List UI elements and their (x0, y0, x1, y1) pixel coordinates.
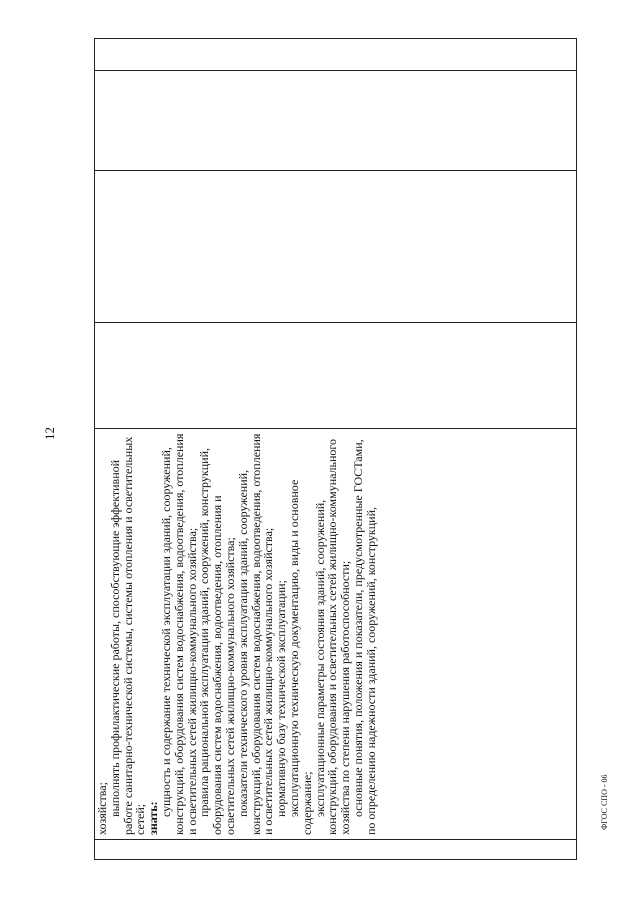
page-number: 12 (42, 427, 57, 440)
content-line: эксплуатационные параметры состояния зданий, сооружений, конструкций, оборудования и осветительных сетей жилищно-коммунального хозяйства по степени нарушения работоспособности; (312, 438, 353, 835)
content-line: правила рациональной эксплуатации зданий, сооружений, конструкций, оборудования систем водоснабжения, водоотведения, отопления и осветительных сетей жилищно-коммунального хозяйства; (197, 448, 237, 835)
content-line: хозяйства; (95, 782, 109, 835)
content-text (95, 429, 378, 839)
content-line: выполнять профилактические работы, способствующие эффективной работе санитарно-технической системы, системы отопления и осветительных сетей; (107, 436, 148, 835)
competence-cell (95, 39, 577, 71)
index-cell (95, 840, 577, 860)
content-line: эксплуатационную техническую документацию, виды и основное содержание; (286, 479, 314, 835)
content-line: нормативную базу технической эксплуатации; (274, 580, 289, 817)
content-cell (95, 429, 577, 840)
discipline-cell (95, 71, 577, 171)
standards-table (94, 38, 577, 860)
content-line: основные понятия, положения и показатели, предусмотренные ГОСТами, по определению надежности зданий, сооружений, конструкций, (350, 439, 378, 835)
section-heading: знать: (146, 801, 161, 835)
hours-max-cell (95, 323, 577, 429)
hours-mandatory-cell (95, 171, 577, 323)
content-line: показатели технического уровня эксплуатации зданий, сооружений, конструкций, оборудования систем водоснабжения, водоотведения, отопления и осветительных сетей жилищно-коммунального хозяйства; (235, 433, 276, 835)
table-row (95, 39, 577, 860)
footer-code: ФГОС СПО - 06 (600, 774, 609, 830)
content-line: сущность и содержание технической эксплуатации зданий, сооружений, конструкций, оборудования систем водоснабжения, водоотведения, отопления и осветительных сетей жилищно-коммунального хозяйства; (158, 433, 199, 835)
rotated-table-wrapper (94, 45, 577, 860)
